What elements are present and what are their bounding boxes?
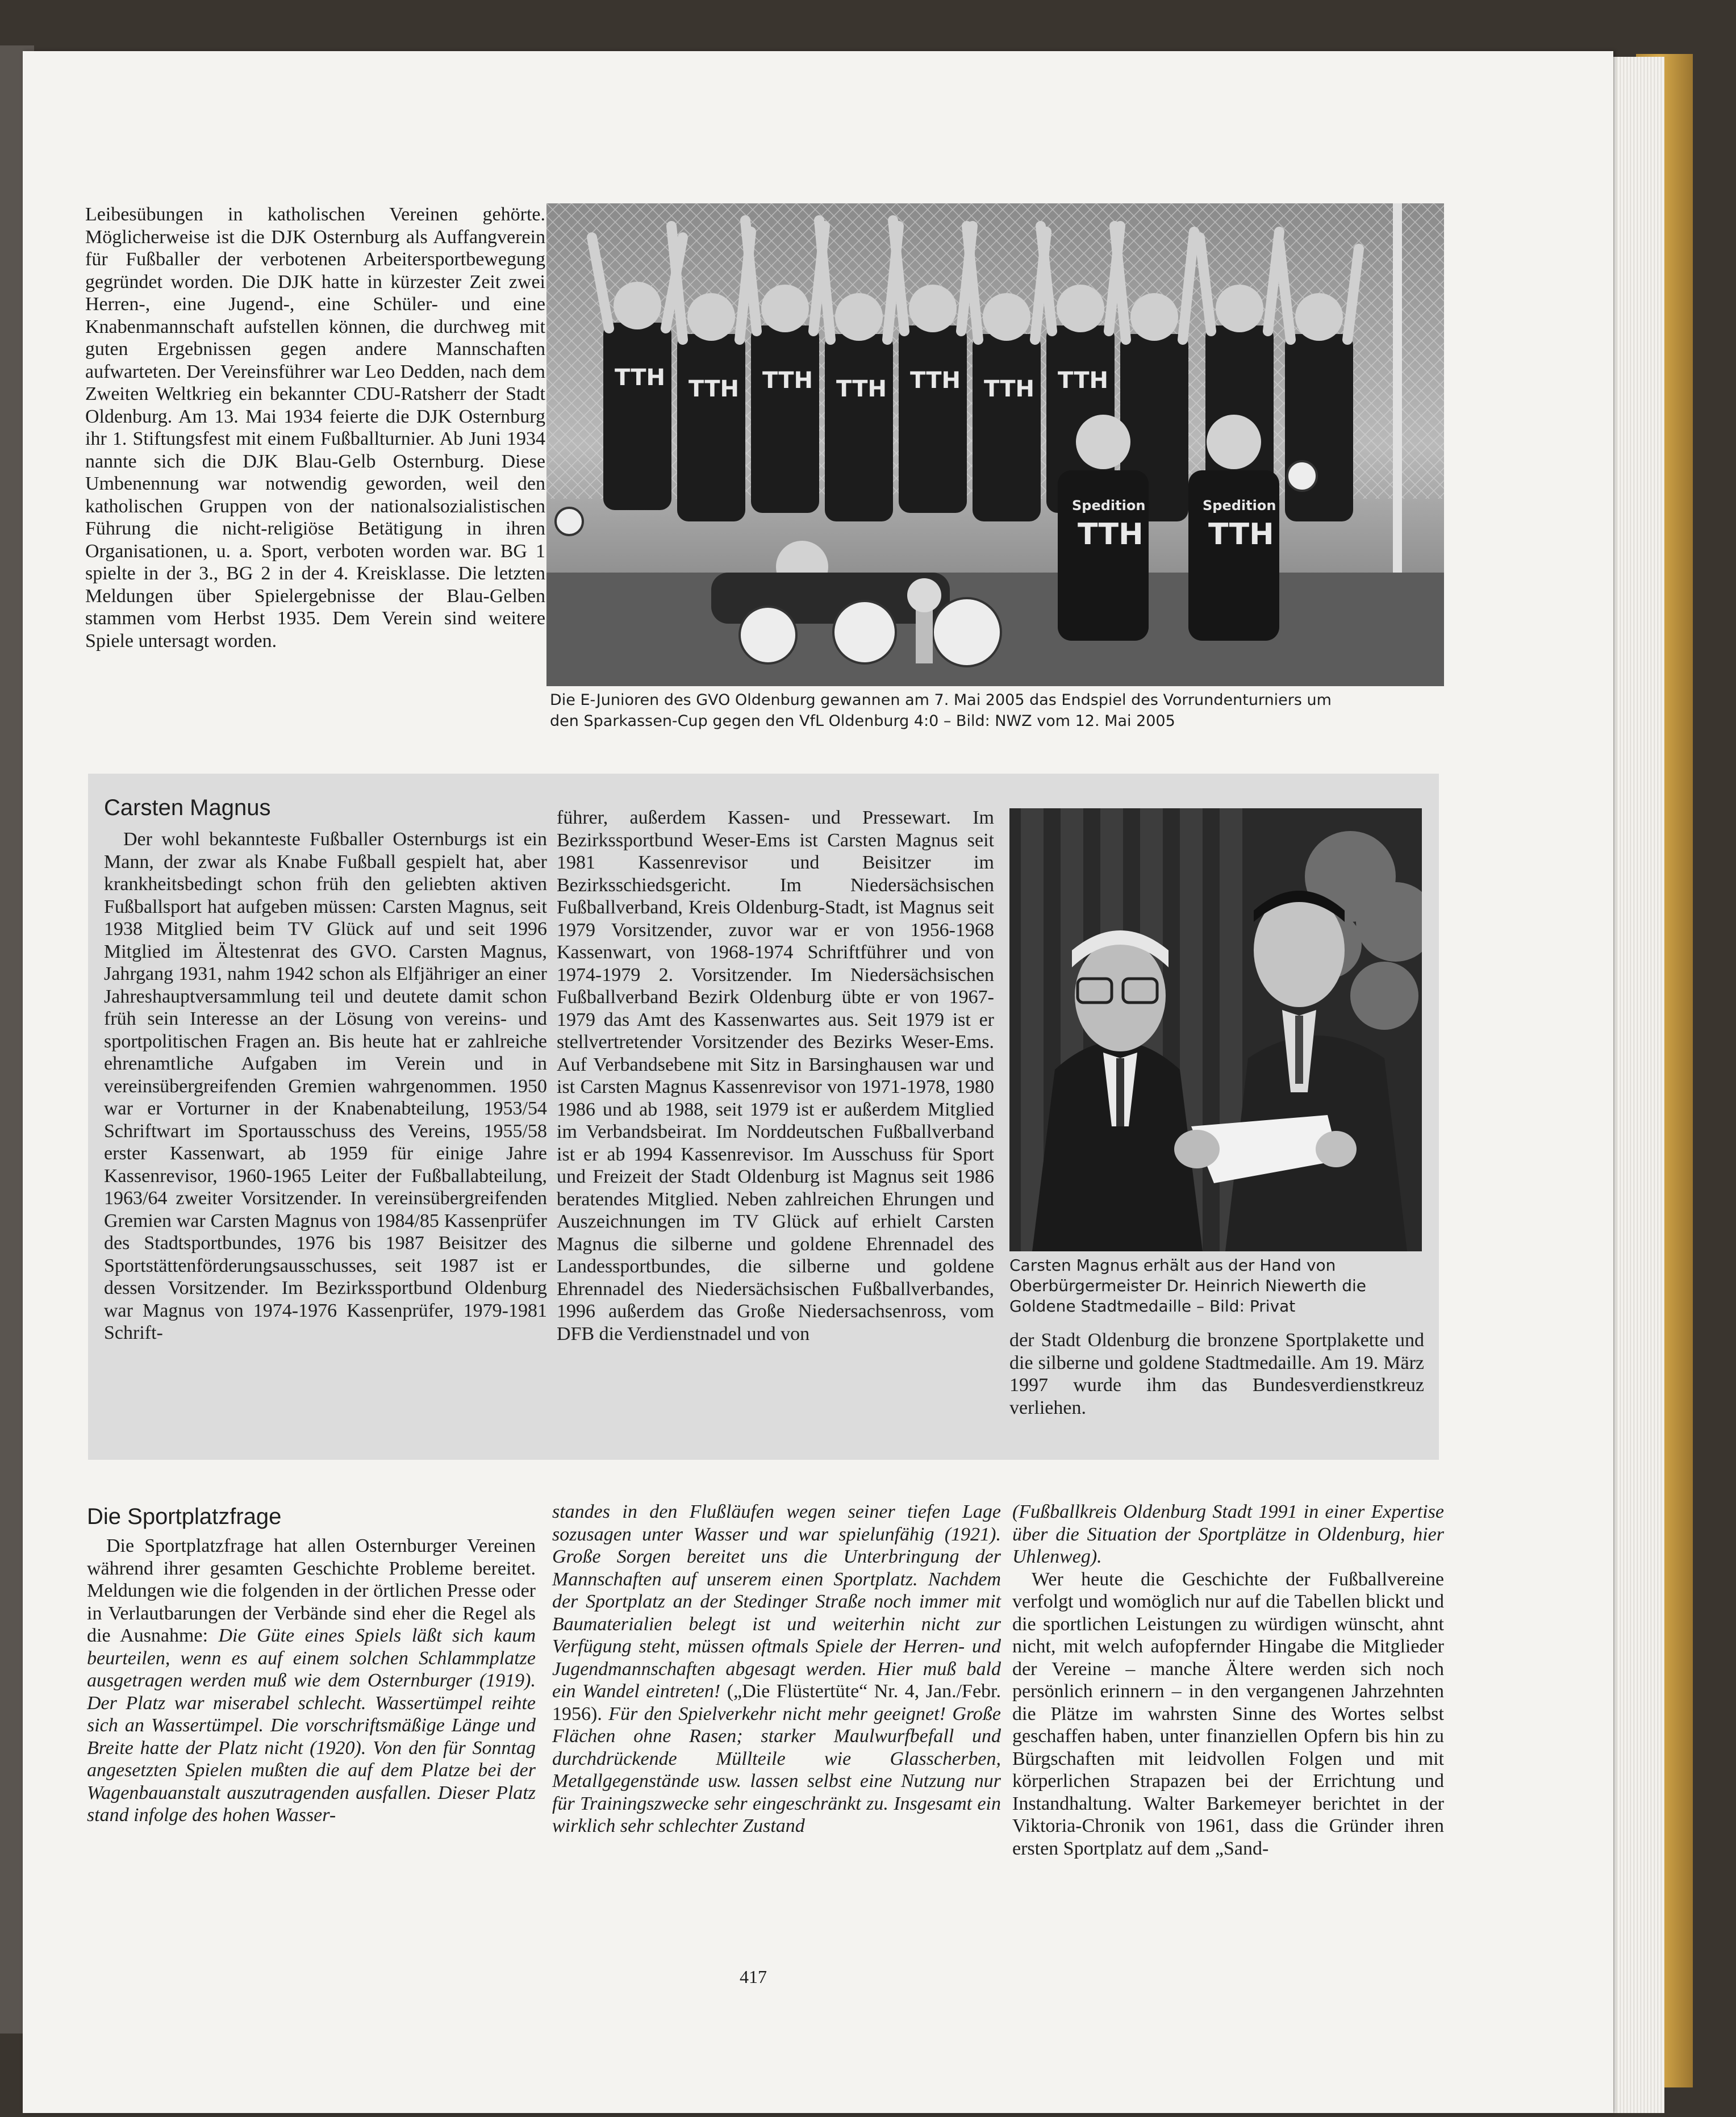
sportplatz-col3-paragraph: Wer heute die Geschichte der Fußballvereine verfolgt und womöglich nur auf die Tabellen blickt und die sportlichen Leistungen zu würdigen wünscht, ahnt nicht, mit welch aufopfernder Hingabe die Mitglieder der Vereine – manche Ältere werden sich noch persönlich erinnern – in den vergangenen Jahrzehnten die Plätze im wahrsten Sinne des Wortes selbst geschaffen haben, unter finanziellen Opfern bis hin zu Bürgschaften mit leidvollen Folgen und mit körperlichen Strapazen bei der Errichtung und Instandhaltung. Walter Barkemeyer berichtet in der Viktoria-Chronik von 1961, dass die Gründer ihren ersten Sportplatz auf dem „Sand- [1012, 1568, 1444, 1859]
sportplatz-heading: Die Sportplatzfrage [87, 1504, 282, 1529]
shirt-subtext: Spedition [1203, 498, 1276, 513]
award-photo-image [1009, 808, 1422, 1251]
team-photo-image [546, 203, 1444, 686]
intro-paragraph: Leibesübungen in katholischen Vereinen gehörte. Möglicherweise ist die DJK Osternburg als Auffangverein für Fußballer der verbotenen Arbeitersportbewegung gegründet worden. Die DJK hatte in kürzester Zeit zwei Herren-, eine Jugend-, eine Schüler- und eine Knabenmannschaft aufstellen können, die durchweg mit guten Ergebnissen gegen andere Mannschaften aufwarteten. Der Vereinsführer war Leo Dedden, nach dem Zweiten Weltkrieg ein bekannter CDU-Ratsherr der Stadt Oldenburg. Am 13. Mai 1934 feierte die DJK Osternburg ihr 1. Stiftungsfest mit einem Fußballturnier. Ab Juni 1934 nannte sich die DJK Blau-Gelb Osternburg. Diese Umbenennung war notwendig geworden, weil den katholischen Gruppen von der nationalsozialistischen Führung die nicht-religiöse Betätigung in ihren Organisationen, u. a. Sport, verboten worden war. BG 1 spielte in der 3., BG 2 in der 4. Kreisklasse. Die letzten Meldungen über Spielergebnisse der Blau-Gelben stammen vom Herbst 1935. Dem Verein sind weitere Spiele untersagt worden. [85, 204, 545, 652]
carsten-column-1 [104, 828, 547, 1344]
intro-text [85, 203, 545, 652]
team-caption-line-2: den Sparkassen-Cup gegen den VfL Oldenburg 4:0 – Bild: NWZ vom 12. Mai 2005 [550, 712, 1175, 730]
sportplatz-col2-paragraph [552, 1501, 1001, 1838]
shirt-text: TTH [688, 376, 739, 402]
shirt-text: TTH [910, 368, 961, 394]
sportplatz-col1-plain: Die Sportplatzfrage hat allen Osternburger Vereinen während ihrer gesamten Geschichte Probleme bereitet. Meldungen wie die folgenden in der örtlichen Presse oder in Verlautbarungen der Verbände sind eher die Regel als die Ausnahme: [87, 1535, 536, 1646]
shirt-text: TTH [1058, 368, 1108, 394]
award-caption-line-3: Goldene Stadtmedaille – Bild: Privat [1009, 1297, 1296, 1316]
page-number: 417 [740, 1966, 767, 1987]
shirt-text: TTH [984, 376, 1034, 402]
carsten-col3-paragraph: der Stadt Oldenburg die bronzene Sportplakette und die silberne und goldene Stadtmedaille. Am 19. März 1997 wurde ihm das Bundesverdienstkreuz verliehen. [1009, 1330, 1424, 1418]
carsten-column-3 [1009, 1329, 1424, 1419]
sportplatz-col2-source: („Die Flüstertüte“ Nr. 4, Jan./Febr. 1956). [552, 1681, 1001, 1725]
book-page [23, 51, 1613, 2113]
sportplatz-col1-quote: Die Güte eines Spiels läßt sich kaum beurteilen, wenn es auf einem solchen Schlammplatze ausgetragen werden muß wie dem Osternburger (1919). Der Platz war miserabel schlecht. Wassertümpel reihte sich an Wassertümpel. Die vorschriftsmäßige Länge und Breite hatte der Platz nicht (1920). Von den für Sonntag angesetzten Spielen mußten die auf dem Platze bei der Wagenbauanstalt auszutragenden ausfallen. Dieser Platz stand infolge des hohen Wasser- [87, 1625, 536, 1826]
sportplatz-column-3 [1012, 1501, 1444, 1860]
award-caption-line-1: Carsten Magnus erhält aus der Hand von [1009, 1256, 1336, 1275]
carsten-col2-paragraph: führer, außerdem Kassen- und Pressewart. Im Bezirkssportbund Weser-Ems ist Carsten Magnus seit 1981 Kassenrevisor und Beisitzer im Bezirksschiedsgericht. Im Niedersächsischen Fußballverband, Kreis Oldenburg-Stadt, ist Magnus seit 1979 Vorsitzender, zuvor war er von 1956-1968 Kassenwart, von 1968-1974 Schriftführer und von 1974-1979 2. Vorsitzender. Im Niedersächsischen Fußballverband Bezirk Oldenburg übte er von 1967-1979 das Amt des Kassenwartes aus. Seit 1979 ist er stellvertretender Vorsitzender des Bezirks Weser-Ems. Auf Verbandsebene mit Sitz in Barsinghausen war und ist Carsten Magnus Kassenrevisor von 1971-1978, 1980 1986 und ab 1988, seit 1979 ist er außerdem Mitglied im Verbandsbeirat. Im Norddeutschen Fußballverband ist er ab 1994 Kassenrevisor. Im Ausschuss für Sport und Freizeit der Stadt Oldenburg ist Magnus seit 1986 beratendes Mitglied. Neben zahlreichen Ehrungen und Auszeichnungen im TV Glück auf erhielt Carsten Magnus die silberne und goldene Ehrennadel des Landessportbundes, die silberne und goldene Ehrennadel des Niedersächsischen Fußballverbandes, 1996 außerdem das Große Niedersachsenross, vom DFB die Verdienstnadel und von [557, 807, 994, 1344]
award-caption-line-2: Oberbürgermeister Dr. Heinrich Niewerth die [1009, 1276, 1367, 1295]
sportplatz-col3-quote: (Fußballkreis Oldenburg Stadt 1991 in einer Expertise über die Situation der Sportplätze in Oldenburg, hier Uhlenweg). [1012, 1501, 1444, 1567]
award-photo [1009, 808, 1422, 1251]
carsten-heading: Carsten Magnus [104, 795, 271, 820]
shirt-text: TTH [836, 376, 887, 402]
sportplatz-column-2 [552, 1501, 1001, 1838]
shirt-text: TTH [1208, 517, 1274, 552]
carsten-column-2 [557, 807, 994, 1345]
shirt-text: TTH [762, 368, 813, 394]
team-caption-line-1: Die E-Junioren des GVO Oldenburg gewannen am 7. Mai 2005 das Endspiel des Vorrundenturniers um [550, 691, 1332, 709]
shirt-text: TTH [615, 365, 665, 391]
sportplatz-col1-paragraph [87, 1535, 536, 1827]
carsten-col1-paragraph: Der wohl bekannteste Fußballer Osternburgs ist ein Mann, der zwar als Knabe Fußball gespielt hat, aber krankheitsbedingt schon früh den geliebten aktiven Fußballsport hat aufgeben müssen: Carsten Magnus, seit 1938 Mitglied beim TV Glück auf und seit 1996 Mitglied im Ältestenrat des GVO. Carsten Magnus, Jahrgang 1931, nahm 1942 schon als Elfjähriger an einer Jahreshauptversammlung teil und deutete damit schon früh sein Interesse an der Lösung von vereins- und sportpolitischen Fragen an. Bis heute hat er zahlreiche ehrenamtliche Aufgaben im Verein und in vereinsübergreifenden Gremien wahrgenommen. 1950 war er Vorturner in der Knabenabteilung, 1953/54 Schriftwart im Sportausschuss des Vereins, 1955/58 erster Kassenwart, ab 1959 für einige Jahre Kassenrevisor, 1960-1965 Leiter der Fußballabteilung, 1963/64 zweiter Vorsitzender. In vereinsübergreifenden Gremien war Carsten Magnus von 1984/85 Kassenprüfer des Stadtsportbundes, 1976 bis 1987 Beisitzer des Sportstättenförderungsausschusses, seit 1987 ist er dessen Vorsitzender. Im Bezirkssportbund Oldenburg war Magnus von 1974-1976 Kassenprüfer, 1979-1981 Schrift- [104, 829, 547, 1343]
sportplatz-col2-quote-b: Für den Spielverkehr nicht mehr geeignet! Große Flächen ohne Rasen; starker Maulwurfbefall und durchdrückende Müllteile wie Glasscherben, Metallgegenstände usw. lassen selbst eine Nutzung nur für Trainingszwecke sehr eingeschränkt zu. Insgesamt ein wirklich sehr schlechter Zustand [552, 1703, 1001, 1836]
shirt-text: TTH [1078, 517, 1144, 552]
sportplatz-column-1 [87, 1535, 536, 1827]
sportplatz-col2-quote-a: standes in den Flußläufen wegen seiner tiefen Lage sozusagen unter Wasser und war spielunfähig (1921). Große Sorgen bereitet uns die Unterbringung der Mannschaften auf unserem einen Sportplatz. Nachdem der Sportplatz an der Stedinger Straße noch immer mit Baumaterialien belegt ist und weiterhin nicht zur Verfügung steht, müssen oftmals Spiele der Herren- und Jugendmannschaften abgesagt werden. Hier muß bald ein Wandel eintreten! [552, 1501, 1001, 1702]
award-photo-caption [1009, 1255, 1422, 1317]
team-photo [546, 203, 1444, 686]
team-photo-caption [550, 690, 1447, 732]
shirt-subtext: Spedition [1072, 498, 1146, 513]
